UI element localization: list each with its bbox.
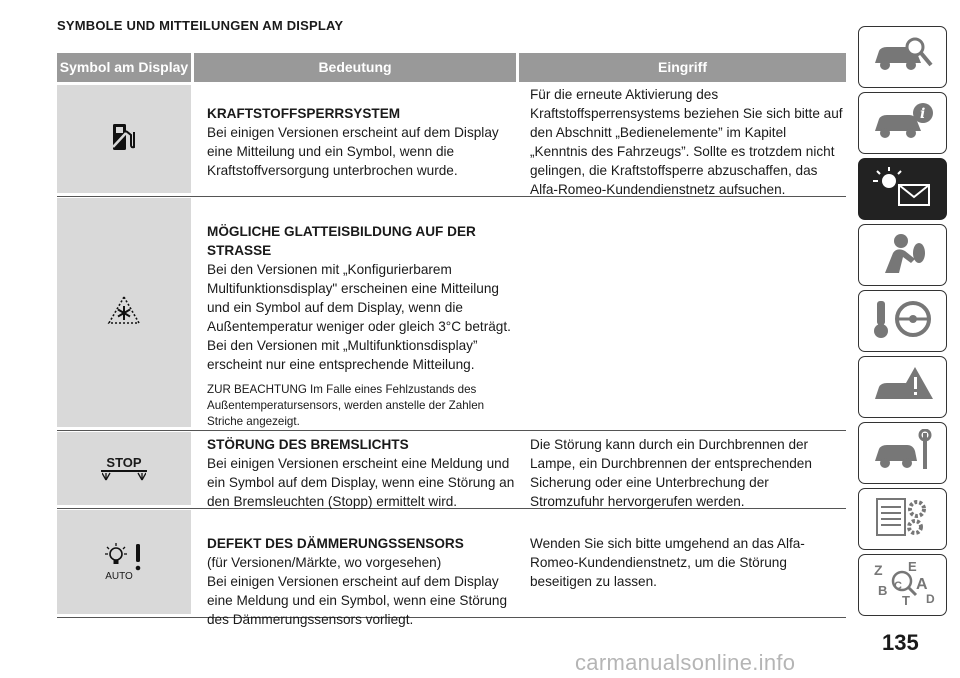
action-cell: Für die erneute Aktivierung des Kraftstoffsperrensystems beziehen Sie sich bitte auf den Abschnitt „Bedienelemente” im Kapitel „Kenntnis des Fahrzeugs”. Sollte es trotzdem nicht gelingen, die Kraftstoffsperre abzuschaffen, das Alfa-Romeo-Kundendienstnetz aufsuchen. bbox=[530, 87, 843, 197]
auto-light-sensor-icon bbox=[104, 542, 144, 582]
meaning-cell bbox=[207, 515, 519, 629]
auto-label: AUTO bbox=[105, 571, 133, 582]
header-symbol: Symbol am Display bbox=[57, 53, 191, 82]
tab-safety[interactable] bbox=[858, 224, 947, 286]
svg-text:E: E bbox=[907, 558, 917, 574]
symbol-cell bbox=[57, 432, 191, 505]
tab-index[interactable] bbox=[858, 554, 947, 616]
action-cell: Die Störung kann durch ein Durchbrennen der Lampe, ein Durchbrennen der entsprechenden Sicherung oder eine Unterbrechung der Stromzufuhr hervorgerufen werden. bbox=[530, 437, 812, 509]
tab-starting-driving[interactable] bbox=[858, 290, 947, 352]
table-row bbox=[57, 85, 846, 197]
svg-text:D: D bbox=[925, 591, 935, 606]
section-heading: SYMBOLE UND MITTEILUNGEN AM DISPLAY bbox=[57, 18, 344, 33]
fuel-cutoff-icon bbox=[109, 121, 139, 158]
tab-warning-lights[interactable] bbox=[858, 158, 947, 220]
tab-car-search[interactable] bbox=[858, 26, 947, 88]
table-row bbox=[57, 432, 846, 509]
symbol-cell bbox=[57, 85, 191, 193]
row-title: STÖRUNG DES BREMSLICHTS bbox=[207, 437, 409, 452]
svg-text:C: C bbox=[893, 579, 902, 592]
car-crash-warning-icon bbox=[871, 363, 935, 412]
action-cell: Wenden Sie sich bitte umgehend an das Alfa-Romeo-Kundendienstnetz, um die Störung beseitigen zu lassen. bbox=[530, 536, 805, 589]
table-row bbox=[57, 198, 846, 431]
row-text: Bei den Versionen mit „Konfigurierbarem Multifunktionsdisplay" erscheinen eine Mitteilung und ein Symbol auf dem Display, wenn die Außentemperatur weniger oder gleich 3°C beträgt. Bei den Versionen mit „Multifunktionsdisplay” erscheint nur eine entsprechende Mitteilung. bbox=[207, 262, 511, 372]
row-text: (für Versionen/Märkte, wo vorgesehen) Bei einigen Versionen erscheint auf dem Display eine Meldung und ein Symbol, wenn eine Störung des Dämmerungssensors vorliegt. bbox=[207, 555, 508, 627]
stop-label: STOP bbox=[101, 456, 146, 472]
stop-light-icon bbox=[101, 456, 146, 482]
symbol-cell bbox=[57, 510, 191, 614]
meaning-cell bbox=[207, 104, 519, 180]
svg-text:T: T bbox=[901, 592, 910, 607]
tab-car-info[interactable] bbox=[858, 92, 947, 154]
symbol-cell bbox=[57, 198, 191, 427]
header-meaning: Bedeutung bbox=[194, 53, 516, 82]
key-steering-wheel-icon bbox=[871, 297, 935, 346]
alphabetical-index-icon bbox=[868, 559, 938, 612]
page-number: 135 bbox=[882, 630, 919, 655]
table-header bbox=[57, 53, 846, 82]
tab-emergency[interactable] bbox=[858, 356, 947, 418]
header-action: Eingriff bbox=[519, 53, 846, 82]
car-info-icon bbox=[871, 101, 935, 146]
meaning-cell bbox=[207, 203, 519, 449]
row-text: Bei einigen Versionen erscheint auf dem Display eine Mitteilung und ein Symbol, wenn die Kraftstoffversorgung unterbrochen wurde. bbox=[207, 125, 499, 178]
row-text: Bei einigen Versionen erscheint eine Meldung und ein Symbol auf dem Display, wenn eine Störung an den Bremsleuchten (Stopp) ermittelt wird. bbox=[207, 456, 515, 509]
car-tools-icon bbox=[871, 429, 935, 478]
tab-maintenance[interactable] bbox=[858, 422, 947, 484]
car-search-icon bbox=[871, 35, 935, 80]
meaning-cell bbox=[207, 435, 519, 511]
svg-text:Z: Z bbox=[873, 561, 883, 578]
table-row bbox=[57, 510, 846, 627]
svg-text:A: A bbox=[915, 575, 928, 593]
row-note: ZUR BEACHTUNG Im Falle eines Fehlzustands des Außentemperatursensors, werden anstelle der Zahlen Striche angezeigt. bbox=[207, 383, 485, 428]
specifications-gear-icon bbox=[871, 495, 935, 544]
svg-text:B: B bbox=[877, 582, 887, 598]
row-title: DEFEKT DES DÄMMERUNGSSENSORS bbox=[207, 536, 464, 551]
airbag-seat-icon bbox=[871, 231, 935, 280]
svg-text:i: i bbox=[919, 105, 925, 122]
warning-light-message-icon bbox=[871, 167, 935, 212]
row-title: KRAFTSTOFFSPERRSYSTEM bbox=[207, 106, 401, 121]
ice-warning-icon bbox=[107, 295, 141, 330]
watermark: carmanualsonline.info bbox=[575, 650, 796, 675]
row-title: MÖGLICHE GLATTEISBILDUNG AUF DER STRASSE bbox=[207, 224, 476, 258]
tab-technical-data[interactable] bbox=[858, 488, 947, 550]
